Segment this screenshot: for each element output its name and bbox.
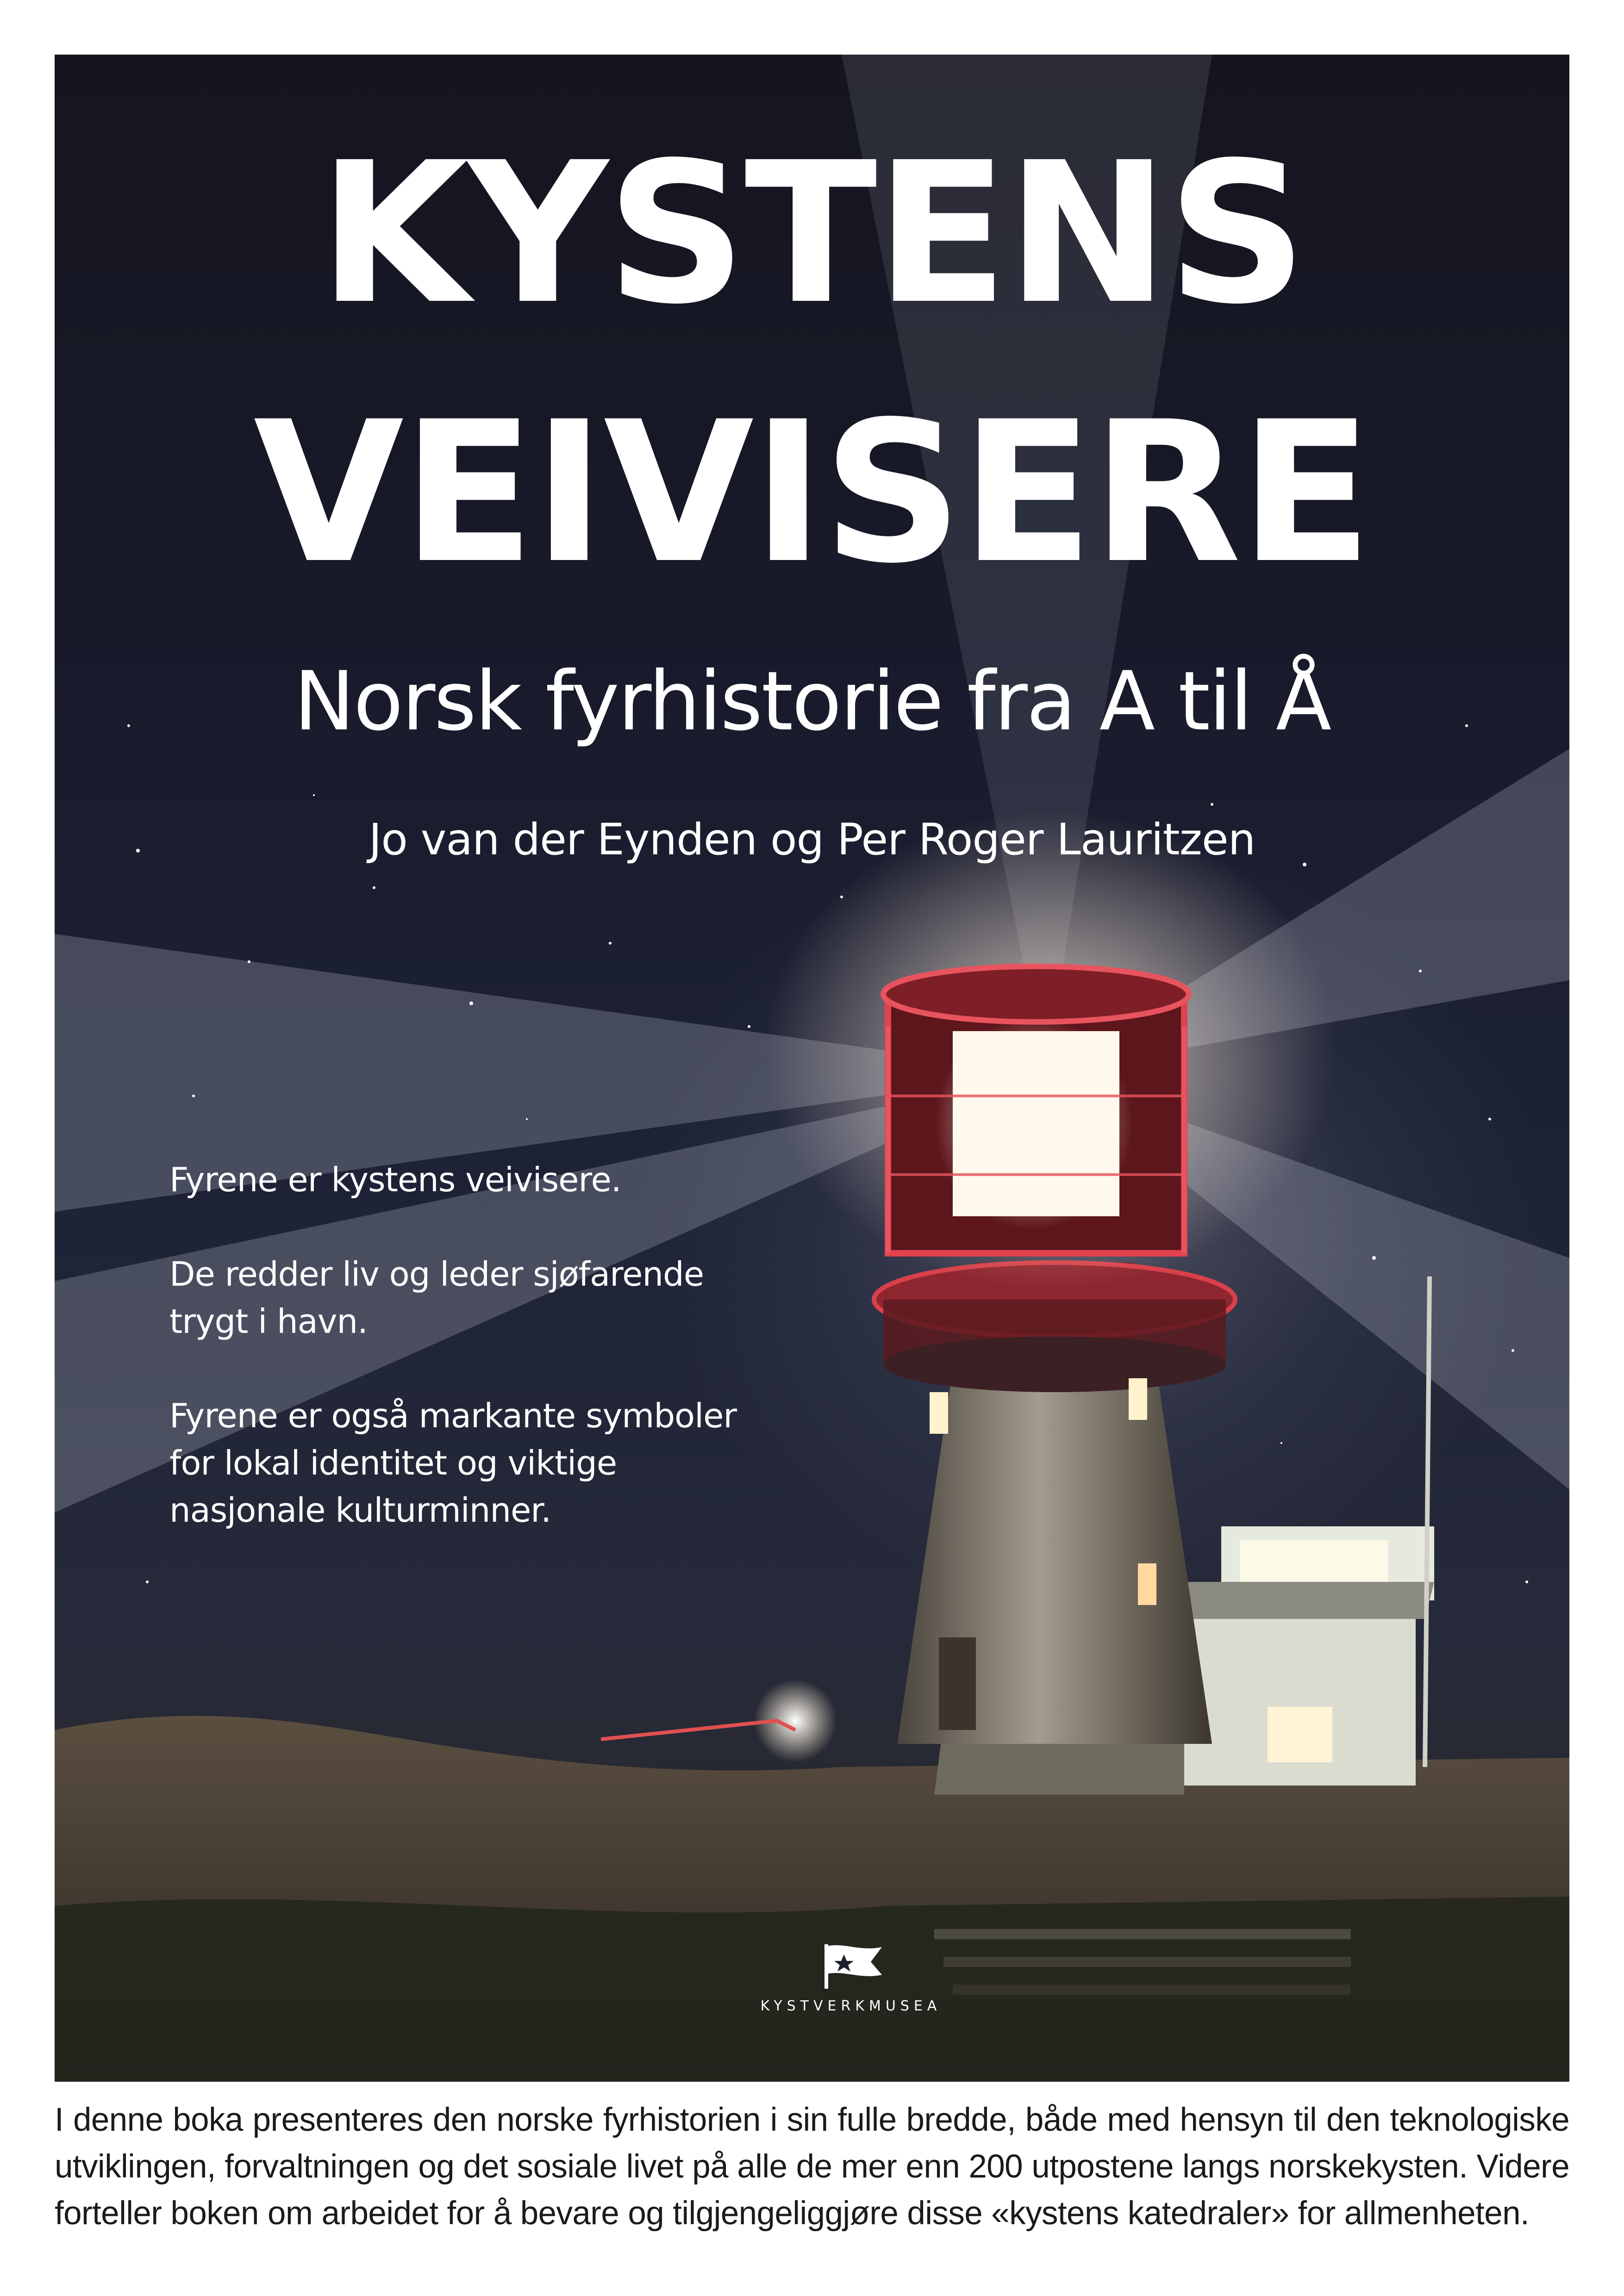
authors: Jo van der Eynden og Per Roger Lauritzen xyxy=(369,815,1255,865)
blurb-paragraph-2: De redder liv og leder sjøfarende trygt i havn. xyxy=(169,1255,704,1341)
publisher-logo xyxy=(661,1941,1041,2014)
lighthouse-night-photo xyxy=(55,55,1569,2082)
publisher-name: KYSTVERKMUSEA xyxy=(760,1998,942,2014)
lantern-room xyxy=(763,809,1337,1290)
book-description: I denne boka presenteres den norske fyrhistorien i sin fulle bredde, både med hensyn til den teknologiske utviklingen, forvaltningen og det sosiale livet på alle de mer enn 200 utpostene langs norskekysten. Videre forteller boken om arbeidet for å bevare og tilgjengeliggjøre disse «kystens katedraler» for allmenheten. xyxy=(55,2102,1569,2232)
subtitle: Norsk fyrhistorie fra A til Å xyxy=(294,654,1330,749)
title-line-1: KYSTENS xyxy=(319,121,1305,347)
title-line-2: VEIVISERE xyxy=(253,380,1371,606)
book-cover xyxy=(55,55,1569,2082)
blurb-paragraph-1: Fyrene er kystens veivisere. xyxy=(169,1160,621,1199)
blurb-paragraph-3: Fyrene er også markante symboler for lokal identitet og viktige nasjonale kulturminner. xyxy=(169,1396,737,1530)
flag-icon xyxy=(816,1941,886,1991)
cover-blurb xyxy=(169,1156,771,1581)
